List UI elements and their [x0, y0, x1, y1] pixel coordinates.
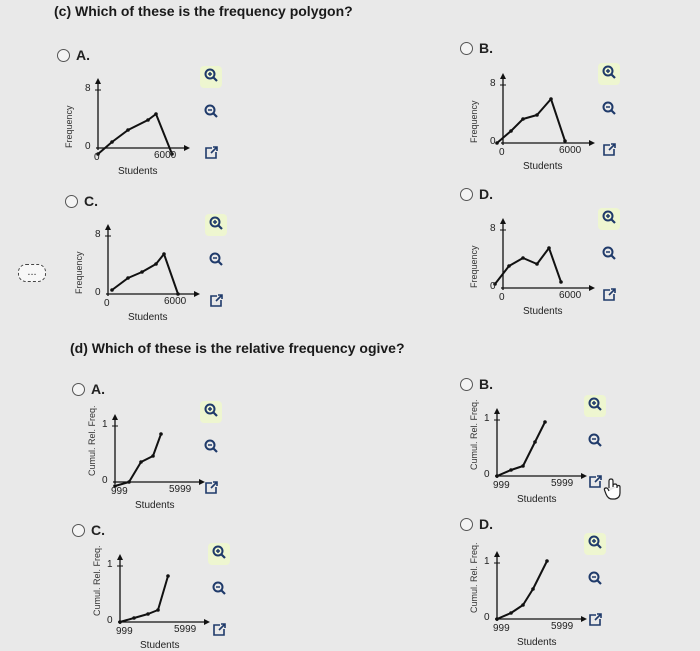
- zoom-out-button[interactable]: [200, 437, 222, 459]
- y-tick-bottom: 0: [490, 281, 496, 292]
- zoom-in-icon: [601, 64, 617, 85]
- option-c-a[interactable]: [57, 47, 90, 63]
- zoom-in-button[interactable]: [200, 401, 222, 423]
- x-tick-start: 999: [493, 623, 510, 634]
- graph-c-c: [70, 214, 220, 324]
- x-axis-arrow: [589, 140, 595, 146]
- x-axis-label: Students: [140, 640, 180, 651]
- question-d-title: (d) Which of these is the relative frequency ogive?: [70, 340, 405, 356]
- external-link-button[interactable]: [200, 479, 222, 501]
- series-point: [110, 140, 114, 144]
- y-axis-label: Frequency: [469, 100, 479, 143]
- series-point: [545, 559, 549, 563]
- series-line: [495, 248, 561, 284]
- x-axis-label: Students: [523, 161, 563, 172]
- zoom-in-icon: [587, 534, 603, 555]
- option-c-d[interactable]: [460, 186, 493, 202]
- external-link-icon: [587, 612, 603, 633]
- series-point: [535, 262, 539, 266]
- y-tick-top: 1: [484, 413, 490, 424]
- series-point: [110, 288, 114, 292]
- x-tick-start: 0: [499, 292, 505, 303]
- y-tick-top: 8: [490, 223, 496, 234]
- option-c-c[interactable]: [65, 193, 98, 209]
- series-line: [115, 434, 161, 486]
- y-axis-label: Cumul. Rel. Freq.: [469, 542, 479, 613]
- hand-cursor-icon: [603, 478, 623, 505]
- option-d-a[interactable]: [72, 381, 105, 397]
- option-d-d[interactable]: [460, 516, 493, 532]
- y-tick-top: 1: [484, 556, 490, 567]
- zoom-in-icon: [203, 67, 219, 88]
- zoom-in-button[interactable]: [200, 66, 222, 88]
- series-line: [497, 422, 545, 476]
- series-point: [166, 574, 170, 578]
- zoom-out-icon: [601, 245, 617, 266]
- series-point: [509, 611, 513, 615]
- y-tick-top: 8: [85, 83, 91, 94]
- zoom-out-icon: [587, 432, 603, 453]
- graph-plot: [60, 68, 210, 178]
- y-axis-label: Frequency: [469, 245, 479, 288]
- external-link-icon: [587, 474, 603, 495]
- y-tick-top: 1: [102, 419, 108, 430]
- y-axis-arrow: [105, 224, 111, 230]
- x-tick-start: 999: [116, 626, 133, 637]
- x-tick-end: 5999: [551, 478, 574, 489]
- series-point: [495, 474, 499, 478]
- more-options-button[interactable]: ...: [18, 264, 46, 282]
- x-tick-end: 6000: [154, 150, 177, 161]
- series-point: [507, 264, 511, 268]
- y-axis-arrow: [500, 218, 506, 224]
- x-tick-end: 5999: [551, 621, 574, 632]
- series-point: [549, 97, 553, 101]
- series-point: [495, 617, 499, 621]
- radio-button[interactable]: [460, 518, 473, 531]
- x-axis-arrow: [589, 285, 595, 291]
- zoom-in-button[interactable]: [205, 214, 227, 236]
- series-line: [112, 254, 178, 294]
- radio-button[interactable]: [460, 188, 473, 201]
- graph-plot: [70, 214, 220, 324]
- y-tick-bottom: 0: [102, 475, 108, 486]
- y-tick-bottom: 0: [95, 287, 101, 298]
- series-point: [162, 252, 166, 256]
- y-tick-top: 1: [107, 559, 113, 570]
- x-axis-arrow: [194, 291, 200, 297]
- option-label: A.: [91, 381, 105, 397]
- series-point: [521, 117, 525, 121]
- zoom-out-button[interactable]: [584, 431, 606, 453]
- x-axis-arrow: [184, 145, 190, 151]
- zoom-in-button[interactable]: [598, 208, 620, 230]
- zoom-out-button[interactable]: [200, 102, 222, 124]
- series-point: [521, 256, 525, 260]
- question-c-title: (c) Which of these is the frequency polygon?: [54, 3, 353, 19]
- series-line: [497, 99, 565, 143]
- x-tick-end: 6000: [559, 145, 582, 156]
- y-axis-arrow: [500, 73, 506, 79]
- series-point: [127, 480, 131, 484]
- zoom-out-button[interactable]: [208, 579, 230, 601]
- x-axis-label: Students: [523, 306, 563, 317]
- series-point: [535, 113, 539, 117]
- option-label: A.: [76, 47, 90, 63]
- external-link-icon: [601, 287, 617, 308]
- zoom-out-button[interactable]: [598, 99, 620, 121]
- zoom-in-icon: [601, 209, 617, 230]
- series-point: [139, 460, 143, 464]
- x-axis-label: Students: [135, 500, 175, 511]
- series-point: [531, 587, 535, 591]
- graph-c-d: [465, 208, 615, 318]
- radio-button[interactable]: [72, 383, 85, 396]
- zoom-in-icon: [203, 402, 219, 423]
- series-point: [156, 608, 160, 612]
- zoom-in-icon: [587, 396, 603, 417]
- zoom-in-button[interactable]: [584, 395, 606, 417]
- series-point: [132, 616, 136, 620]
- option-label: B.: [479, 376, 493, 392]
- zoom-in-button[interactable]: [208, 543, 230, 565]
- graph-c-a: [60, 68, 210, 178]
- y-tick-bottom: 0: [484, 612, 490, 623]
- radio-button[interactable]: [460, 378, 473, 391]
- graph-plot: [465, 63, 615, 173]
- option-label: D.: [479, 186, 493, 202]
- series-point: [563, 139, 567, 143]
- x-tick-start: 999: [493, 480, 510, 491]
- external-link-icon: [208, 293, 224, 314]
- y-tick-top: 8: [95, 229, 101, 240]
- option-c-b[interactable]: [460, 40, 493, 56]
- radio-button[interactable]: [460, 42, 473, 55]
- option-label: B.: [479, 40, 493, 56]
- series-point: [521, 464, 525, 468]
- series-point: [543, 420, 547, 424]
- zoom-in-icon: [211, 544, 227, 565]
- zoom-out-icon: [203, 438, 219, 459]
- y-axis-arrow: [494, 551, 500, 557]
- zoom-in-icon: [208, 215, 224, 236]
- series-point: [159, 432, 163, 436]
- x-tick-start: 0: [499, 147, 505, 158]
- x-tick-start: 999: [111, 486, 128, 497]
- x-axis-label: Students: [118, 166, 158, 177]
- series-point: [521, 603, 525, 607]
- series-point: [151, 454, 155, 458]
- external-link-icon: [203, 480, 219, 501]
- series-point: [146, 612, 150, 616]
- y-tick-top: 8: [490, 78, 496, 89]
- series-point: [118, 620, 122, 624]
- y-tick-bottom: 0: [490, 136, 496, 147]
- external-link-button[interactable]: [598, 286, 620, 308]
- external-link-button[interactable]: [205, 292, 227, 314]
- x-tick-start: 0: [104, 298, 110, 309]
- zoom-out-icon: [601, 100, 617, 121]
- x-axis-label: Students: [517, 494, 557, 505]
- y-axis-label: Cumul. Rel. Freq.: [87, 405, 97, 476]
- series-point: [140, 270, 144, 274]
- y-axis-arrow: [95, 78, 101, 84]
- series-point: [126, 128, 130, 132]
- y-tick-bottom: 0: [107, 615, 113, 626]
- series-line: [120, 576, 168, 622]
- radio-button[interactable]: [57, 49, 70, 62]
- y-axis-label: Cumul. Rel. Freq.: [92, 545, 102, 616]
- zoom-out-button[interactable]: [598, 244, 620, 266]
- y-tick-bottom: 0: [85, 141, 91, 152]
- zoom-out-button[interactable]: [205, 250, 227, 272]
- series-point: [126, 276, 130, 280]
- radio-button[interactable]: [65, 195, 78, 208]
- series-point: [559, 280, 563, 284]
- y-axis-arrow: [117, 554, 123, 560]
- external-link-icon: [211, 622, 227, 643]
- zoom-out-button[interactable]: [584, 569, 606, 591]
- external-link-button[interactable]: [598, 141, 620, 163]
- y-axis-arrow: [112, 414, 118, 420]
- y-tick-bottom: 0: [484, 469, 490, 480]
- series-point: [509, 468, 513, 472]
- graph-c-b: [465, 63, 615, 173]
- option-label: C.: [91, 522, 105, 538]
- zoom-in-button[interactable]: [584, 533, 606, 555]
- series-point: [154, 262, 158, 266]
- y-axis-arrow: [494, 408, 500, 414]
- y-axis-label: Cumul. Rel. Freq.: [469, 399, 479, 470]
- radio-button[interactable]: [72, 524, 85, 537]
- x-axis-label: Students: [128, 312, 168, 323]
- option-label: C.: [84, 193, 98, 209]
- external-link-button[interactable]: [584, 611, 606, 633]
- x-tick-end: 6000: [164, 296, 187, 307]
- series-point: [547, 246, 551, 250]
- zoom-out-icon: [208, 251, 224, 272]
- graph-plot: [465, 208, 615, 318]
- zoom-out-icon: [587, 570, 603, 591]
- x-tick-end: 5999: [174, 624, 197, 635]
- series-point: [533, 440, 537, 444]
- series-point: [146, 118, 150, 122]
- x-tick-start: 0: [94, 152, 100, 163]
- zoom-out-icon: [211, 580, 227, 601]
- external-link-icon: [601, 142, 617, 163]
- external-link-icon: [203, 145, 219, 166]
- series-point: [154, 112, 158, 116]
- option-label: D.: [479, 516, 493, 532]
- x-tick-end: 6000: [559, 290, 582, 301]
- series-point: [509, 129, 513, 133]
- x-axis-label: Students: [517, 637, 557, 648]
- external-link-button[interactable]: [200, 144, 222, 166]
- y-axis-label: Frequency: [64, 105, 74, 148]
- zoom-out-icon: [203, 103, 219, 124]
- series-line: [497, 561, 547, 619]
- zoom-in-button[interactable]: [598, 63, 620, 85]
- x-tick-end: 5999: [169, 484, 192, 495]
- external-link-button[interactable]: [208, 621, 230, 643]
- y-axis-label: Frequency: [74, 251, 84, 294]
